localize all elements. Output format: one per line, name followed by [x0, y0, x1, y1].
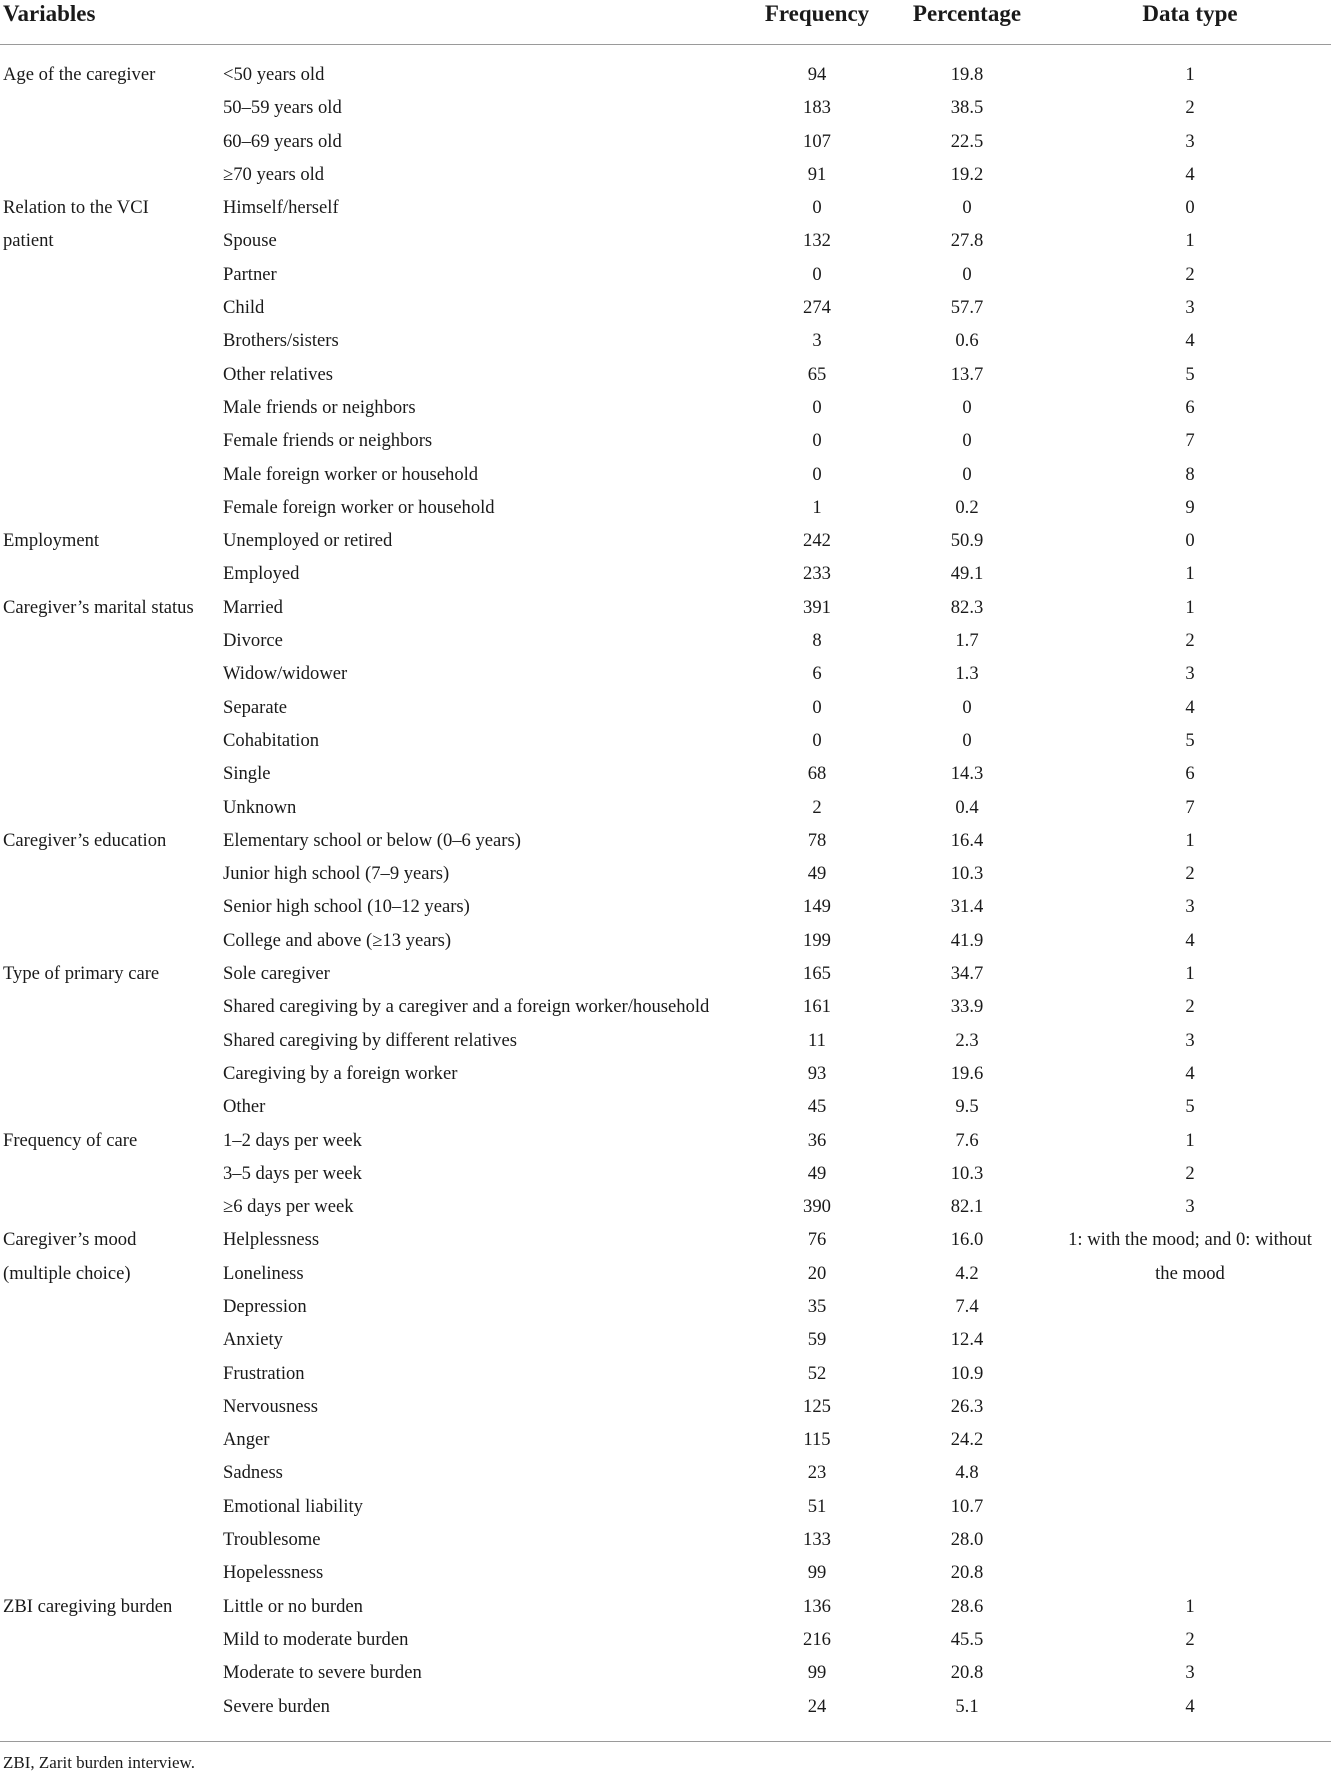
- table-row: [0, 1325, 1331, 1358]
- data-type-cell: 0: [1185, 530, 1195, 552]
- frequency-cell: 65: [807, 363, 827, 385]
- table-row: [0, 160, 1331, 193]
- frequency-cell: 165: [803, 963, 831, 985]
- percentage-cell: 1.3: [955, 663, 979, 685]
- category-cell: Shared caregiving by a caregiver and a foreign worker/household: [223, 996, 710, 1018]
- percentage-cell: 10.9: [950, 1362, 984, 1384]
- table-row: [0, 393, 1331, 426]
- frequency-cell: 0: [812, 430, 822, 452]
- table-row: [0, 1625, 1331, 1658]
- table-row: [0, 959, 1331, 992]
- table-row: [0, 1658, 1331, 1691]
- data-type-cell: 3: [1185, 1662, 1195, 1684]
- frequency-cell: 0: [812, 197, 822, 219]
- frequency-cell: 125: [803, 1395, 831, 1417]
- table-row: [0, 1292, 1331, 1325]
- percentage-cell: 41.9: [950, 929, 984, 951]
- category-cell: Senior high school (10–12 years): [223, 896, 470, 918]
- category-cell: Helplessness: [223, 1229, 320, 1251]
- data-type-cell: 4: [1185, 330, 1195, 352]
- category-cell: Caregiving by a foreign worker: [223, 1062, 458, 1084]
- table-row: [0, 593, 1331, 626]
- frequency-cell: 78: [807, 829, 827, 851]
- table-row: [0, 859, 1331, 892]
- category-cell: ≥70 years old: [223, 163, 325, 185]
- data-type-cell: 2: [1185, 863, 1195, 885]
- table-header: [0, 0, 1331, 44]
- category-cell: Troublesome: [223, 1529, 321, 1551]
- category-cell: Other relatives: [223, 363, 333, 385]
- frequency-cell: 76: [807, 1229, 827, 1251]
- percentage-cell: 19.2: [950, 163, 984, 185]
- table-row: [0, 127, 1331, 160]
- percentage-cell: 28.6: [950, 1595, 984, 1617]
- frequency-cell: 149: [803, 896, 831, 918]
- frequency-cell: 35: [807, 1295, 827, 1317]
- table-row: [0, 1092, 1331, 1125]
- category-cell: Unemployed or retired: [223, 530, 393, 552]
- frequency-cell: 11: [808, 1029, 826, 1051]
- table-row: [0, 926, 1331, 959]
- category-cell: Separate: [223, 696, 288, 718]
- category-cell: Brothers/sisters: [223, 330, 339, 352]
- percentage-cell: 45.5: [950, 1628, 984, 1650]
- table-row: [0, 1225, 1331, 1258]
- table-row: [0, 826, 1331, 859]
- data-type-cell: 5: [1185, 1096, 1195, 1118]
- data-type-cell: 1: [1185, 596, 1195, 618]
- category-cell: College and above (≥13 years): [223, 929, 452, 951]
- category-cell: Divorce: [223, 630, 283, 652]
- table-row: [0, 326, 1331, 359]
- variable-cell: Employment: [3, 530, 100, 552]
- header-percentage: Percentage: [912, 1, 1022, 26]
- percentage-cell: 22.5: [950, 130, 984, 152]
- frequency-cell: 23: [807, 1462, 827, 1484]
- percentage-cell: 0.6: [955, 330, 979, 352]
- data-type-cell: 4: [1185, 929, 1195, 951]
- percentage-cell: 50.9: [950, 530, 984, 552]
- table-row: [0, 693, 1331, 726]
- table-row: [0, 1692, 1331, 1725]
- category-cell: Child: [223, 297, 265, 319]
- data-type-cell: 3: [1185, 1029, 1195, 1051]
- category-cell: Mild to moderate burden: [223, 1628, 409, 1650]
- category-cell: Cohabitation: [223, 729, 320, 751]
- data-type-cell: 0: [1185, 197, 1195, 219]
- data-type-cell: 1: [1185, 563, 1195, 585]
- data-type-cell: 2: [1185, 97, 1195, 119]
- frequency-cell: 242: [803, 530, 831, 552]
- data-type-cell: 9: [1185, 496, 1195, 518]
- category-cell: Shared caregiving by different relatives: [223, 1029, 517, 1051]
- frequency-cell: 2: [812, 796, 822, 818]
- percentage-cell: 1.7: [955, 630, 979, 652]
- data-type-cell: 2: [1185, 630, 1195, 652]
- category-cell: Severe burden: [223, 1695, 330, 1717]
- data-type-cell: 1: [1185, 963, 1195, 985]
- category-cell: Himself/herself: [223, 197, 339, 219]
- category-cell: Junior high school (7–9 years): [223, 863, 450, 885]
- frequency-cell: 136: [803, 1595, 831, 1617]
- data-type-cell: 3: [1185, 896, 1195, 918]
- category-cell: Partner: [223, 263, 277, 285]
- table-row: [0, 1159, 1331, 1192]
- category-cell: Female foreign worker or household: [223, 496, 495, 518]
- data-type-cell: 6: [1185, 396, 1195, 418]
- frequency-cell: 274: [803, 297, 831, 319]
- bottom-rule: [0, 1741, 1331, 1742]
- frequency-cell: 133: [803, 1529, 831, 1551]
- category-cell: Single: [223, 763, 271, 785]
- category-cell: 60–69 years old: [223, 130, 342, 152]
- data-type-cell: 1: [1185, 1129, 1195, 1151]
- header-rule: [0, 44, 1331, 45]
- percentage-cell: 0: [962, 463, 972, 485]
- table-row: [0, 260, 1331, 293]
- category-cell: Married: [223, 596, 283, 618]
- category-cell: Moderate to severe burden: [223, 1662, 422, 1684]
- category-cell: Anger: [223, 1429, 270, 1451]
- percentage-cell: 19.6: [950, 1062, 984, 1084]
- percentage-cell: 0: [962, 696, 972, 718]
- percentage-cell: 13.7: [950, 363, 984, 385]
- percentage-cell: 27.8: [950, 230, 984, 252]
- percentage-cell: 82.1: [950, 1196, 984, 1218]
- data-type-cell: 7: [1185, 430, 1195, 452]
- data-type-cell: 7: [1185, 796, 1195, 818]
- frequency-cell: 3: [812, 330, 822, 352]
- category-cell: 3–5 days per week: [223, 1162, 362, 1184]
- percentage-cell: 16.4: [950, 829, 984, 851]
- category-cell: ≥6 days per week: [223, 1196, 354, 1218]
- table-row: [0, 526, 1331, 559]
- frequency-cell: 91: [807, 163, 827, 185]
- data-type-cell: 1: [1185, 64, 1195, 85]
- table-footnote: ZBI, Zarit burden interview.: [3, 1753, 195, 1772]
- category-cell: 1–2 days per week: [223, 1129, 362, 1151]
- percentage-cell: 31.4: [950, 896, 984, 918]
- variable-cell: ZBI caregiving burden: [3, 1595, 173, 1617]
- data-type-cell: 2: [1185, 1162, 1195, 1184]
- category-cell: Anxiety: [223, 1329, 283, 1351]
- category-cell: Hopelessness: [223, 1562, 324, 1584]
- percentage-cell: 57.7: [950, 297, 984, 319]
- data-type-cell: 1: [1185, 1595, 1195, 1617]
- percentage-cell: 20.8: [950, 1562, 984, 1584]
- percentage-cell: 7.6: [955, 1129, 979, 1151]
- variable-cell: Caregiver’s education: [3, 829, 167, 851]
- frequency-cell: 0: [812, 463, 822, 485]
- variable-cell: Caregiver’s marital status: [3, 596, 194, 618]
- percentage-cell: 26.3: [950, 1395, 984, 1417]
- data-type-cell: 3: [1185, 663, 1195, 685]
- category-cell: Other: [223, 1096, 266, 1118]
- variable-cell: Type of primary care: [3, 963, 160, 985]
- frequency-cell: 49: [807, 863, 827, 885]
- table-row: [0, 1558, 1331, 1591]
- header-variables: Variables: [3, 1, 96, 26]
- percentage-cell: 7.4: [955, 1295, 979, 1317]
- category-cell: Female friends or neighbors: [223, 430, 433, 452]
- table-row: [0, 1126, 1331, 1159]
- category-cell: Depression: [223, 1295, 307, 1317]
- percentage-cell: 82.3: [950, 596, 984, 618]
- percentage-cell: 20.8: [950, 1662, 984, 1684]
- frequency-cell: 0: [812, 696, 822, 718]
- table-row: [0, 659, 1331, 692]
- frequency-cell: 24: [807, 1695, 827, 1717]
- frequency-cell: 93: [807, 1062, 827, 1084]
- percentage-cell: 0: [962, 430, 972, 452]
- data-type-cell: the mood: [1155, 1262, 1225, 1284]
- frequency-cell: 1: [812, 496, 822, 518]
- frequency-cell: 391: [803, 596, 831, 618]
- table-row: [0, 360, 1331, 393]
- table-row: [0, 93, 1331, 126]
- table-row: [0, 293, 1331, 326]
- frequency-cell: 20: [807, 1262, 827, 1284]
- percentage-cell: 10.3: [950, 1162, 984, 1184]
- table-row: [0, 1458, 1331, 1491]
- category-cell: Loneliness: [223, 1262, 304, 1284]
- frequency-cell: 107: [803, 130, 831, 152]
- percentage-cell: 12.4: [950, 1329, 984, 1351]
- variable-cell: (multiple choice): [3, 1262, 131, 1284]
- table-row: [0, 1525, 1331, 1558]
- frequency-cell: 51: [807, 1495, 827, 1517]
- frequency-cell: 8: [812, 630, 822, 652]
- category-cell: Frustration: [223, 1362, 305, 1384]
- table-row: [0, 559, 1331, 592]
- frequency-cell: 52: [807, 1362, 827, 1384]
- table-row: [0, 626, 1331, 659]
- variable-cell: Frequency of care: [3, 1129, 138, 1151]
- header-data-type: Data type: [1142, 1, 1238, 26]
- frequency-cell: 49: [807, 1162, 827, 1184]
- percentage-cell: 0.4: [955, 796, 979, 818]
- data-type-cell: 2: [1185, 263, 1195, 285]
- category-cell: Elementary school or below (0–6 years): [223, 829, 521, 851]
- table-row: [0, 1192, 1331, 1225]
- header-frequency: Frequency: [764, 1, 870, 26]
- frequency-cell: 233: [803, 563, 831, 585]
- variable-cell: Relation to the VCI: [3, 197, 149, 219]
- variable-cell: Caregiver’s mood: [3, 1229, 137, 1251]
- percentage-cell: 0: [962, 197, 972, 219]
- percentage-cell: 0: [962, 263, 972, 285]
- table-row: [0, 892, 1331, 925]
- table-row: [0, 726, 1331, 759]
- data-type-cell: 3: [1185, 297, 1195, 319]
- table-row: [0, 759, 1331, 792]
- frequency-cell: 99: [807, 1562, 827, 1584]
- percentage-cell: 19.8: [950, 64, 984, 85]
- data-type-cell: 5: [1185, 729, 1195, 751]
- table-row: [0, 493, 1331, 526]
- data-type-cell: 4: [1185, 163, 1195, 185]
- variable-cell: Age of the caregiver: [3, 64, 156, 85]
- category-cell: Male foreign worker or household: [223, 463, 479, 485]
- category-cell: <50 years old: [223, 64, 325, 85]
- data-type-cell: 5: [1185, 363, 1195, 385]
- percentage-cell: 38.5: [950, 97, 984, 119]
- frequency-cell: 0: [812, 729, 822, 751]
- percentage-cell: 49.1: [950, 563, 984, 585]
- table-row: [0, 1359, 1331, 1392]
- data-type-cell: 6: [1185, 763, 1195, 785]
- frequency-cell: 94: [807, 64, 827, 85]
- frequency-cell: 390: [803, 1196, 831, 1218]
- table-row: [0, 460, 1331, 493]
- frequency-cell: 199: [803, 929, 831, 951]
- percentage-cell: 33.9: [950, 996, 984, 1018]
- percentage-cell: 9.5: [955, 1096, 979, 1118]
- variable-cell: patient: [3, 230, 54, 252]
- category-cell: Employed: [223, 563, 300, 585]
- frequency-cell: 68: [807, 763, 827, 785]
- frequency-cell: 0: [812, 396, 822, 418]
- frequency-cell: 59: [807, 1329, 827, 1351]
- frequency-cell: 183: [803, 97, 831, 119]
- data-type-cell: 3: [1185, 1196, 1195, 1218]
- percentage-cell: 28.0: [950, 1529, 984, 1551]
- table-row: [0, 1492, 1331, 1525]
- data-type-cell: 3: [1185, 130, 1195, 152]
- percentage-cell: 16.0: [950, 1229, 984, 1251]
- frequency-cell: 6: [812, 663, 822, 685]
- data-type-cell: 8: [1185, 463, 1195, 485]
- percentage-cell: 24.2: [950, 1429, 984, 1451]
- table-row: [0, 60, 1331, 93]
- data-type-cell: 1: [1185, 829, 1195, 851]
- table-row: [0, 992, 1331, 1025]
- data-type-cell: 4: [1185, 1062, 1195, 1084]
- data-type-cell: 1: [1185, 230, 1195, 252]
- percentage-cell: 0.2: [955, 496, 979, 518]
- frequency-cell: 115: [803, 1429, 831, 1451]
- table-body: [0, 60, 1331, 1725]
- data-type-cell: 2: [1185, 1628, 1195, 1650]
- frequency-cell: 99: [807, 1662, 827, 1684]
- percentage-cell: 5.1: [955, 1695, 979, 1717]
- category-cell: Little or no burden: [223, 1595, 363, 1617]
- table-row: [0, 426, 1331, 459]
- table-row: [0, 226, 1331, 259]
- table-row: [0, 793, 1331, 826]
- category-cell: Widow/widower: [223, 663, 348, 685]
- category-cell: Sadness: [223, 1462, 283, 1484]
- category-cell: 50–59 years old: [223, 97, 342, 119]
- table-row: [0, 1026, 1331, 1059]
- frequency-cell: 45: [807, 1096, 827, 1118]
- frequency-cell: 36: [807, 1129, 827, 1151]
- data-type-cell: 1: with the mood; and 0: without: [1068, 1229, 1312, 1251]
- frequency-cell: 132: [803, 230, 831, 252]
- frequency-cell: 161: [803, 996, 831, 1018]
- table-row: [0, 1392, 1331, 1425]
- table-row: [0, 1059, 1331, 1092]
- data-type-cell: 2: [1185, 996, 1195, 1018]
- frequency-cell: 216: [803, 1628, 831, 1650]
- data-type-cell: 4: [1185, 696, 1195, 718]
- category-cell: Sole caregiver: [223, 963, 330, 985]
- table-row: [0, 1592, 1331, 1625]
- percentage-cell: 4.2: [955, 1262, 979, 1284]
- percentage-cell: 10.3: [950, 863, 984, 885]
- table-row: [0, 1259, 1331, 1292]
- percentage-cell: 2.3: [955, 1029, 979, 1051]
- table-row: [0, 1425, 1331, 1458]
- category-cell: Male friends or neighbors: [223, 396, 416, 418]
- category-cell: Emotional liability: [223, 1495, 363, 1517]
- data-type-cell: 4: [1185, 1695, 1195, 1717]
- percentage-cell: 0: [962, 396, 972, 418]
- percentage-cell: 34.7: [950, 963, 984, 985]
- category-cell: Nervousness: [223, 1395, 319, 1417]
- category-cell: Unknown: [223, 796, 297, 818]
- percentage-cell: 0: [962, 729, 972, 751]
- frequency-cell: 0: [812, 263, 822, 285]
- percentage-cell: 14.3: [950, 763, 984, 785]
- percentage-cell: 4.8: [955, 1462, 979, 1484]
- table-row: [0, 193, 1331, 226]
- percentage-cell: 10.7: [950, 1495, 984, 1517]
- category-cell: Spouse: [223, 230, 277, 252]
